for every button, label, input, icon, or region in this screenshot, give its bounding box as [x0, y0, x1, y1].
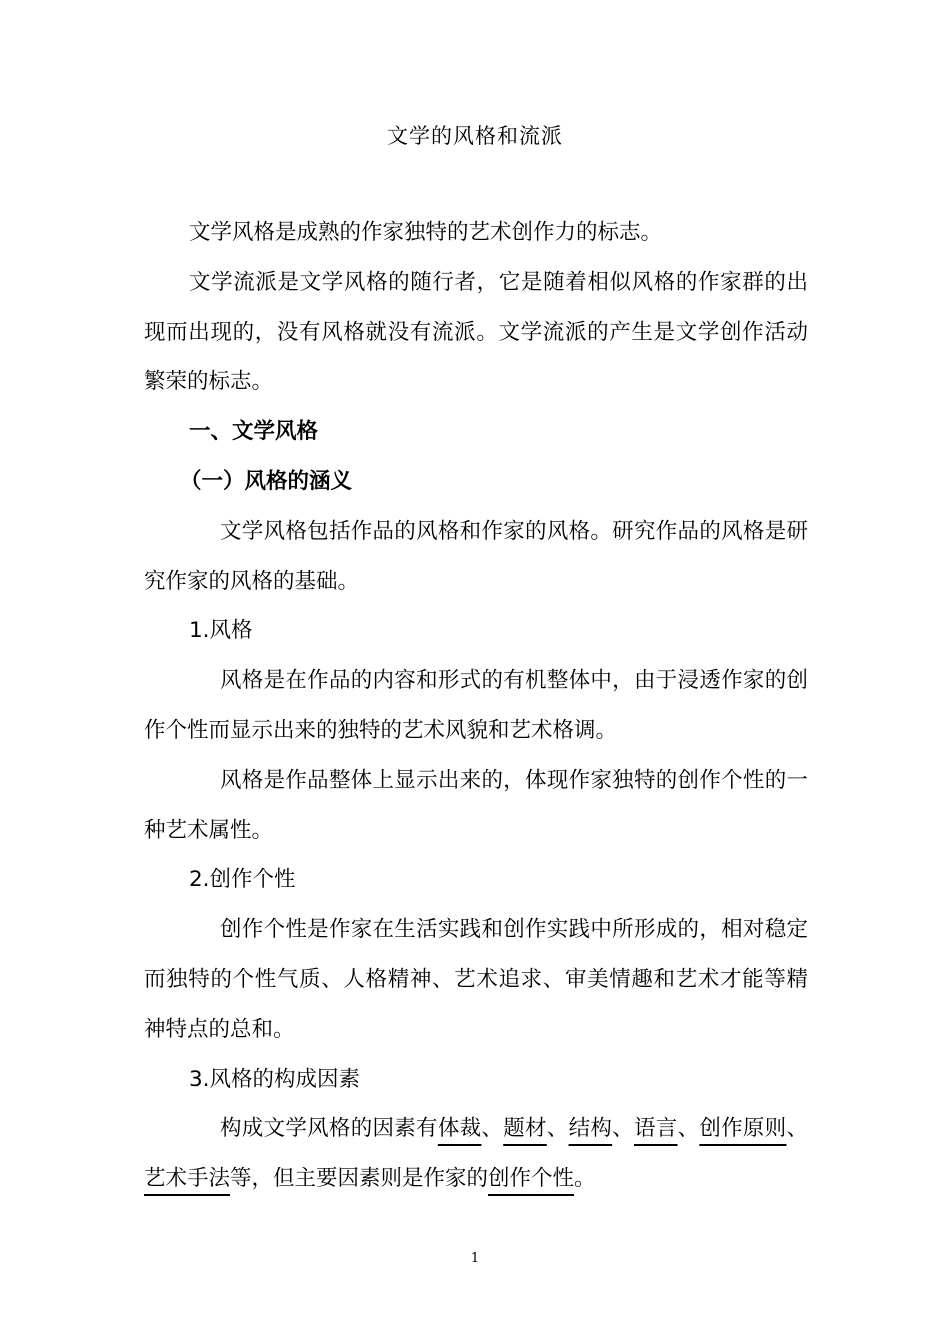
paragraph-school-definition: 文学流派是文学风格的随行者，它是随着相似风格的作家群的出现而出现的，没有风格就没有流派。文学流派的产生是文学创作活动繁荣的标志。	[144, 269, 808, 395]
factor-subject: 题材	[503, 1116, 547, 1142]
factor-genre: 体裁	[437, 1116, 482, 1142]
factor-separator: 、	[786, 1116, 808, 1142]
subheading-creative-individuality: 2.创作个性	[189, 867, 296, 893]
factors-middle-text: 等，但主要因素则是作家的	[230, 1166, 489, 1192]
heading-meaning-of-style: （一）风格的涵义	[180, 468, 353, 494]
document-title: 文学的风格和流派	[387, 124, 563, 148]
paragraph-style-definition: 文学风格是成熟的作家独特的艺术创作力的标志。	[189, 220, 663, 245]
factor-separator: 、	[677, 1116, 700, 1142]
paragraph-style-meaning-2: 风格是作品整体上显示出来的，体现作家独特的创作个性的一种艺术属性。	[144, 767, 808, 843]
paragraph-style-factors	[144, 1104, 808, 1204]
factor-creative-individuality: 创作个性	[488, 1166, 575, 1192]
page-number: 1	[470, 1251, 480, 1266]
paragraph-style-scope: 文学风格包括作品的风格和作家的风格。研究作品的风格是研究作家的风格的基础。	[144, 518, 808, 594]
factor-language: 语言	[633, 1116, 678, 1142]
paragraph-creative-individuality: 创作个性是作家在生活实践和创作实践中所形成的，相对稳定而独特的个性气质、人格精神、艺术追求、审美情趣和艺术才能等精神特点的总和。	[144, 917, 808, 1042]
factors-end-text: 。	[574, 1166, 596, 1192]
document-body	[144, 208, 808, 1204]
subheading-style-factors: 3.风格的构成因素	[189, 1066, 361, 1092]
factor-separator: 、	[612, 1116, 634, 1142]
factors-lead-text: 构成文学风格的因素有	[220, 1116, 438, 1142]
subheading-style: 1.风格	[189, 618, 253, 644]
factor-separator: 、	[546, 1116, 569, 1142]
factor-separator: 、	[481, 1116, 504, 1142]
factor-structure: 结构	[568, 1116, 613, 1142]
heading-literary-style: 一、文学风格	[189, 419, 319, 445]
factor-artistic-technique: 艺术手法	[144, 1166, 231, 1192]
factor-creative-principle: 创作原则	[699, 1116, 787, 1142]
paragraph-style-meaning-1: 风格是在作品的内容和形式的有机整体中，由于浸透作家的创作个性而显示出来的独特的艺术风貌和艺术格调。	[144, 668, 808, 743]
